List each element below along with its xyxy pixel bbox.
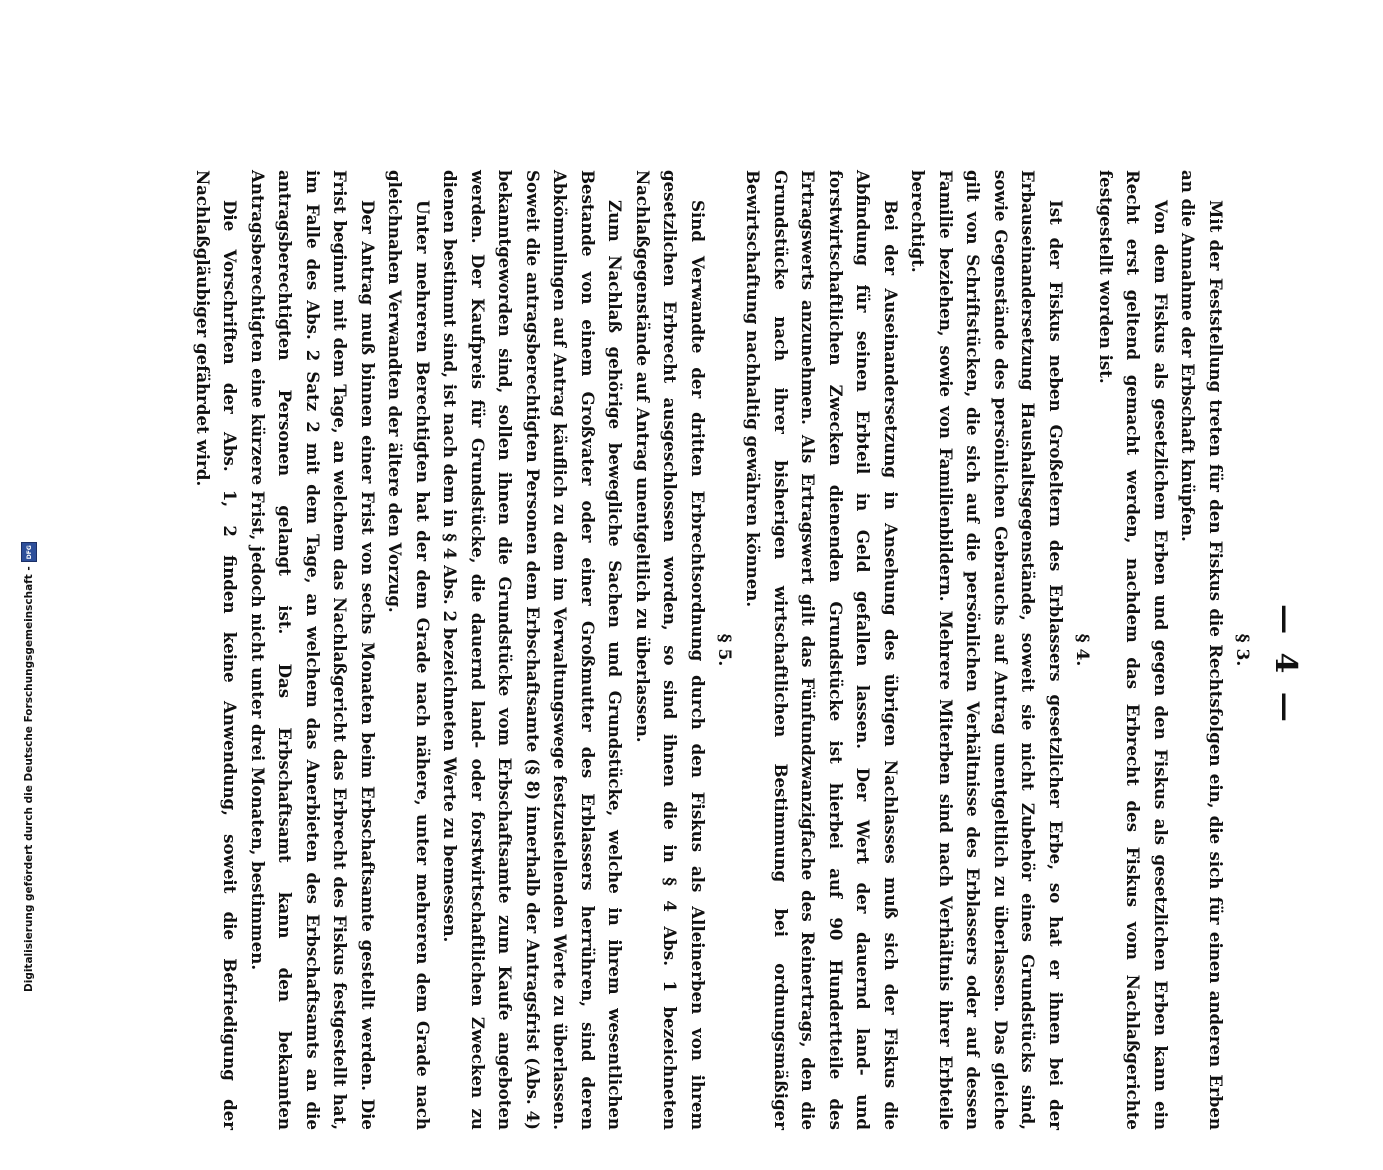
section-heading: § 3. — [1232, 633, 1252, 667]
section-heading: § 5. — [714, 633, 734, 667]
dfg-logo-icon: DFG — [21, 542, 37, 562]
paragraph: Von dem Fiskus als gesetzlichem Erben und gegen den Fiskus als gesetzlichen Erben kann ein Recht erst geltend gemacht werden, nachdem das Erbrecht des Fiskus vom Nachlaßgerichte festgestellt worden ist. — [1096, 170, 1171, 1130]
paragraph: Bei der Auseinandersetzung in Ansehung des übrigen Nachlasses muß sich der Fiskus die Abfindung für seinen Erbteil in Geld gefallen lassen. Der Wert der dauernd land- und forstwirtschaftlichen Zwecken dienenden Grundstücke ist hierbei auf 90 Hundertteile des Ertragswerts anzunehmen. Als Ertragswert gilt das Fünfundzwanzigfache des Reinertrags, den die Grundstücke nach ihrer bisherigen wirtschaftlichen Bestimmung bei ordnungsmäßiger Bewirtschaftung nachhaltig gewähren können. — [743, 170, 901, 1130]
paragraph: Sind Verwandte der dritten Erbrechtsordnung durch den Fiskus als Alleinerben von ihrem gesetzlichen Erbrecht ausgeschlossen worden, so sind ihnen die in § 4 Abs. 1 bezeichneten Nachlaßgegenstände auf Antrag unentgeltlich zu überlassen. — [633, 170, 708, 1130]
footer-text: Digitalisierung gefördert durch die Deutsche Forschungsgemeinschaft - — [23, 566, 35, 992]
paragraph: Unter mehreren Berechtigten hat der dem Grade nach nähere, unter mehreren dem Grade nach gleichnahen Verwandten der ältere den Vorzug. — [385, 170, 433, 1130]
section-3 — [1092, 170, 1256, 1130]
section-heading: § 4. — [1072, 633, 1092, 667]
paragraph: Der Antrag muß binnen einer Frist von sechs Monaten beim Erbschaftsamte gestellt werden. Die Frist beginnt mit dem Tage, an welchem das Nachlaßgericht das Erbrecht des Fiskus festgestellt hat, im Falle des Abs. 2 Satz 2 mit dem Tage, an welchem das Anerbieten des Erbschaftsamts an die antragsberechtigten Personen gelangt ist. Das Erbschaftsamt kann den bekannten Antragsberechtigten eine kürzere Frist, jedoch nicht unter drei Monaten, bestimmen. — [248, 170, 378, 1130]
paragraph: Ist der Fiskus neben Großeltern des Erblassers gesetzlicher Erbe, so hat er ihnen bei der Erbauseinandersetzung Haushaltsgegenstände, soweit sie nicht Zubehör eines Grundstücks sind, sowie Gegenstände des persönlichen Gebrauchs auf Antrag unentgeltlich zu überlassen. Das gleiche gilt von Schriftstücken, die sich auf die persönlichen Verhältnisse des Erblassers oder auf dessen Familie beziehen, sowie von Familienbildern. Mehrere Miterben sind nach Verhältnis ihrer Erbteile berechtigt. — [908, 170, 1066, 1130]
paragraph: Die Vorschriften der Abs. 1, 2 finden keine Anwendung, soweit die Befriedigung der Nachlaßgläubiger gefährdet wird. — [193, 170, 241, 1130]
paragraph: Zum Nachlaß gehörige bewegliche Sachen und Grundstücke, welche in ihrem wesentlichen Bestande von einem Großvater oder einer Großmutter des Erblassers herrühren, sind deren Abkömmlingen auf Antrag käuflich zu dem im Verwaltungswege festzustellenden Werte zu überlassen. Soweit die antragsberechtigten Personen dem Erbschaftsamte (§ 8) innerhalb der Antragsfrist (Abs. 4) bekanntgeworden sind, sollen ihnen die Grundstücke vom Erbschaftsamte zum Kaufe angeboten werden. Der Kaufpreis für Grundstücke, die dauernd land- oder forstwirtschaftlichen Zwecken zu dienen bestimmt sind, ist nach dem in § 4 Abs. 2 bezeichneten Werte zu bemessen. — [440, 170, 626, 1130]
page-number: — 4 — — [1268, 604, 1303, 726]
paragraph: Mit der Feststellung treten für den Fiskus die Rechtsfolgen ein, die sich für einen anderen Erben an die Annahme der Erbschaft knüpfen. — [1178, 170, 1226, 1130]
section-5 — [189, 170, 738, 1130]
document-page — [125, 170, 1303, 1170]
section-4 — [739, 170, 1095, 1130]
digitization-footer — [18, 12, 40, 992]
